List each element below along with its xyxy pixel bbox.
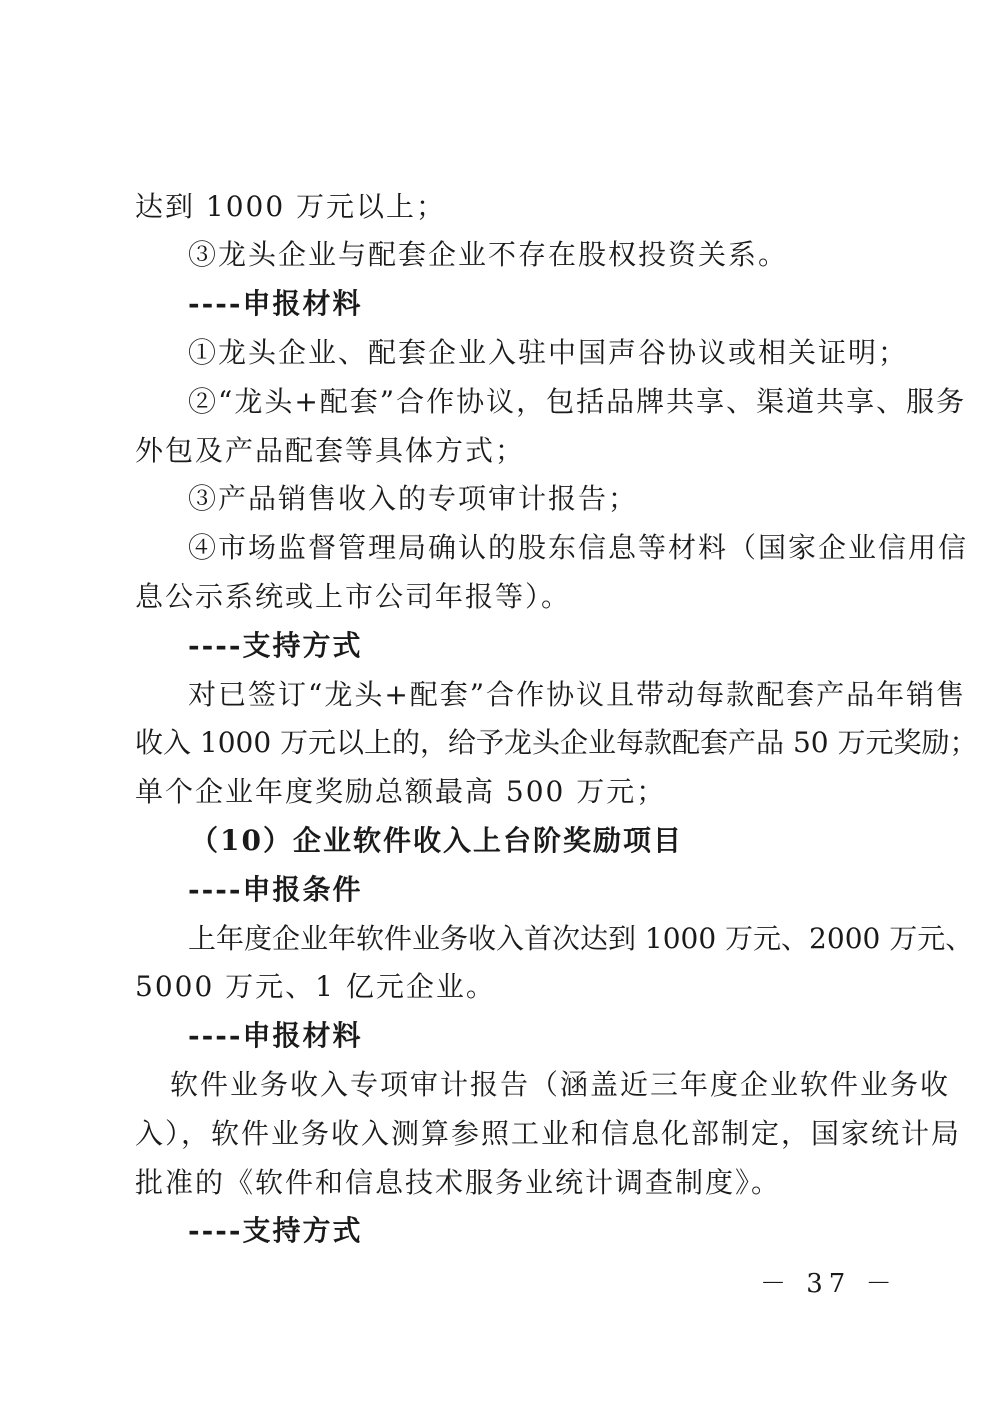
paragraph-line: ②“龙头+配套”合作协议，包括品牌共享、渠道共享、服务: [188, 385, 967, 418]
paragraph-line: 收入 1000 万元以上的，给予龙头企业每款配套产品 50 万元奖励；: [135, 726, 978, 759]
section-heading: ----支持方式: [188, 629, 363, 662]
page-number: － 37 －: [760, 1269, 898, 1299]
paragraph-line: 对已签订“龙头+配套”合作协议且带动每款配套产品年销售: [188, 678, 967, 711]
paragraph-line: 5000 万元、1 亿元企业。: [135, 970, 496, 1003]
paragraph-line: ③产品销售收入的专项审计报告；: [188, 482, 639, 515]
paragraph-line: ①龙头企业、配套企业入驻中国声谷协议或相关证明；: [188, 336, 909, 369]
paragraph-line: 软件业务收入专项审计报告（涵盖近三年度企业软件业务收: [170, 1068, 951, 1101]
section-heading: ----申报材料: [188, 1019, 363, 1052]
paragraph-line: 达到 1000 万元以上；: [135, 190, 447, 223]
section-heading: ----申报材料: [188, 287, 363, 320]
paragraph-line: 息公示系统或上市公司年报等）。: [135, 580, 572, 613]
paragraph-line: 批准的《软件和信息技术服务业统计调查制度》。: [135, 1166, 782, 1199]
paragraph-line: ④市场监督管理局确认的股东信息等材料（国家企业信用信: [188, 531, 969, 564]
paragraph-line: ③龙头企业与配套企业不存在股权投资关系。: [188, 238, 789, 271]
paragraph-line: 入），软件业务收入测算参照工业和信息化部制定，国家统计局: [135, 1117, 962, 1150]
paragraph-line: 单个企业年度奖励总额最高 500 万元；: [135, 775, 667, 808]
section-heading: ----申报条件: [188, 873, 363, 906]
section-heading: ----支持方式: [188, 1214, 363, 1247]
paragraph-line: 外包及产品配套等具体方式；: [135, 434, 526, 467]
paragraph-line: 上年度企业年软件业务收入首次达到 1000 万元、2000 万元、: [188, 922, 974, 955]
item-heading: （10）企业软件收入上台阶奖励项目: [190, 824, 683, 857]
